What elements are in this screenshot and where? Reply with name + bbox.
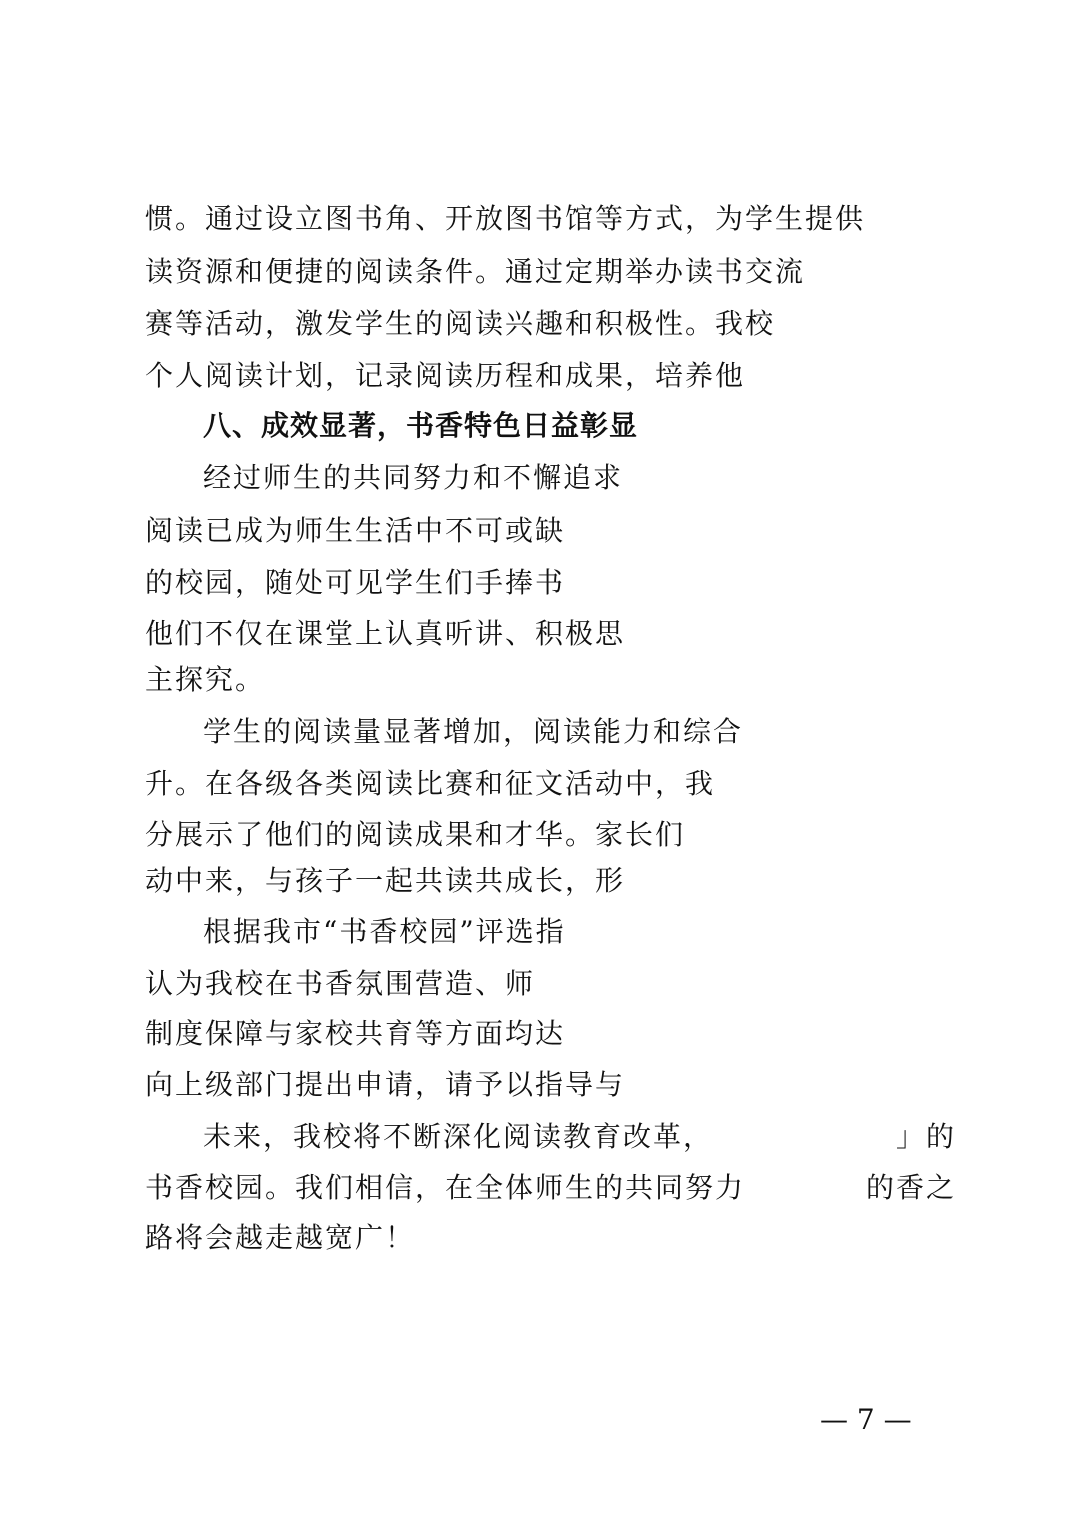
body-text-fragment: 」的	[896, 1120, 957, 1153]
body-text-line: 分展示了他们的阅读成果和才华。家长们	[145, 818, 686, 851]
body-text-line: 未来，我校将不断深化阅读教育改革，	[203, 1120, 714, 1153]
body-text-line: 他们不仅在课堂上认真听讲、积极思	[145, 617, 626, 650]
body-text-line: 路将会越走越宽广！	[145, 1221, 416, 1254]
body-text-line: 根据我市“书香校园”评选指	[203, 915, 566, 948]
body-text-line: 读资源和便捷的阅读条件。通过定期举办读书交流	[145, 255, 806, 288]
body-text-line: 主探究。	[145, 663, 266, 696]
body-text-line: 的校园，随处可见学生们手捧书	[145, 566, 566, 599]
body-text-line: 书香校园。我们相信，在全体师生的共同努力	[145, 1171, 746, 1204]
body-text-line: 动中来，与孩子一起共读共成长，形	[145, 864, 626, 897]
body-text-line: 赛等活动，激发学生的阅读兴趣和积极性。我校	[145, 307, 776, 340]
body-text-line: 升。在各级各类阅读比赛和征文活动中，我	[145, 767, 716, 800]
page-number: — 7 —	[820, 1403, 912, 1436]
body-text-line: 经过师生的共同努力和不懈追求	[203, 461, 624, 494]
body-text-fragment: 的香之	[866, 1171, 957, 1204]
body-text-line: 向上级部门提出申请，请予以指导与	[145, 1068, 626, 1101]
body-text-line: 学生的阅读量显著增加，阅读能力和综合	[203, 715, 744, 748]
body-text-line: 阅读已成为师生生活中不可或缺	[145, 514, 566, 547]
section-heading: 八、成效显著，书香特色日益彰显	[203, 409, 639, 442]
body-text-line: 惯。通过设立图书角、开放图书馆等方式，为学生提供	[145, 202, 866, 235]
body-text-line: 个人阅读计划，记录阅读历程和成果，培养他	[145, 359, 746, 392]
body-text-line: 认为我校在书香氛围营造、师	[145, 967, 536, 1000]
body-text-line: 制度保障与家校共育等方面均达	[145, 1017, 566, 1050]
